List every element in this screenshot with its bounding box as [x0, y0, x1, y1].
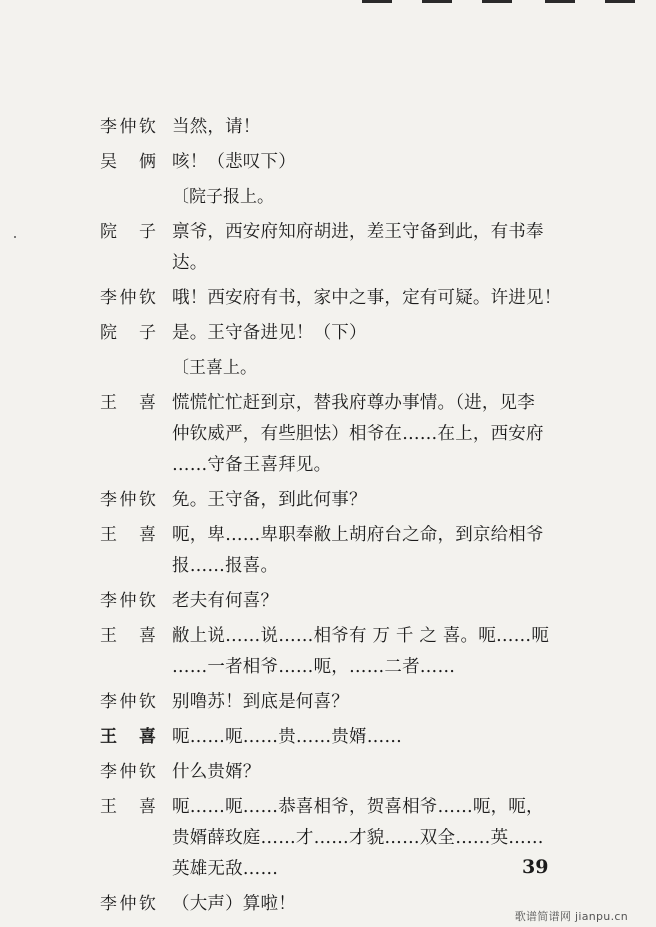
dialogue-text: （大声）算啦！ — [172, 894, 296, 914]
dialogue-line — [100, 388, 570, 419]
dialogue-text: 慌慌忙忙赶到京，替我府尊办事情。（进，见李 — [172, 393, 535, 413]
dialogue-text: 什么贵婿？ — [172, 762, 261, 782]
script-body — [100, 112, 570, 920]
speaker-name: 王 喜 — [100, 727, 156, 747]
dialogue-text: 老夫有何喜？ — [172, 591, 279, 611]
dialogue-text: 当然，请！ — [172, 117, 261, 137]
dialogue-text: 是。王守备进见！（下） — [172, 323, 367, 343]
page-number: 39 — [522, 856, 549, 878]
speaker-name: 院 子 — [100, 222, 156, 242]
margin-dot — [14, 236, 16, 238]
dialogue-text: 达。 — [172, 253, 208, 273]
dialogue-text: 贵婿薛玫庭……才……才貌……双全……英…… — [172, 828, 544, 848]
dialogue-text: 敝上说……说……相爷有 万 千 之 喜。呃……呃 — [172, 626, 550, 646]
dialogue-text: 免。王守备，到此何事？ — [172, 490, 367, 510]
dialogue-line — [100, 757, 570, 788]
dialogue-text: 禀爷，西安府知府胡进，差王守备到此，有书奉 — [172, 222, 544, 242]
speaker-name: 院 子 — [100, 323, 156, 343]
speaker-name: 李仲钦 — [100, 117, 156, 137]
speaker-name: 李仲钦 — [100, 692, 156, 712]
stage-direction-text: 〔王喜上。 — [172, 358, 257, 378]
dialogue-text: 呃……呃……贵……贵婿…… — [172, 727, 403, 747]
dialogue-line — [100, 485, 570, 516]
speaker-name: 王 喜 — [100, 797, 156, 817]
dialogue-text: 报……报喜。 — [172, 556, 279, 576]
top-rule-5 — [605, 0, 635, 3]
speaker-name: 李仲钦 — [100, 490, 156, 510]
dialogue-continuation — [100, 248, 570, 279]
dialogue-text: 呃，卑……卑职奉敝上胡府台之命，到京给相爷 — [172, 525, 544, 545]
stage-direction-text: 〔院子报上。 — [172, 187, 274, 207]
stage-direction — [100, 182, 570, 213]
dialogue-text: ……一者相爷……呃，……二者…… — [172, 657, 456, 677]
speaker-name: 王 喜 — [100, 393, 156, 413]
top-rule-1 — [362, 0, 392, 3]
speaker-name: 王 喜 — [100, 626, 156, 646]
dialogue-continuation — [100, 551, 570, 582]
dialogue-continuation — [100, 450, 570, 481]
dialogue-text: 英雄无敌…… — [172, 859, 279, 879]
dialogue-text: ……守备王喜拜见。 — [172, 455, 332, 475]
stage-direction — [100, 353, 570, 384]
speaker-name: 李仲钦 — [100, 591, 156, 611]
speaker-name: 李仲钦 — [100, 894, 156, 914]
dialogue-continuation — [100, 652, 570, 683]
dialogue-continuation — [100, 854, 570, 885]
dialogue-text: 仲钦威严，有些胆怯）相爷在……在上，西安府 — [172, 424, 544, 444]
dialogue-text: 呃……呃……恭喜相爷，贺喜相爷……呃，呃， — [172, 797, 544, 817]
top-rule-3 — [482, 0, 512, 3]
dialogue-line — [100, 722, 570, 753]
dialogue-line — [100, 889, 570, 920]
dialogue-text: 咳！（悲叹下） — [172, 152, 296, 172]
speaker-name: 李仲钦 — [100, 288, 156, 308]
speaker-name: 王 喜 — [100, 525, 156, 545]
dialogue-line — [100, 147, 570, 178]
watermark: 歌谱简谱网 jianpu.cn — [514, 910, 628, 923]
dialogue-line — [100, 520, 570, 551]
dialogue-line — [100, 217, 570, 248]
dialogue-line — [100, 792, 570, 823]
dialogue-continuation — [100, 419, 570, 450]
speaker-name: 李仲钦 — [100, 762, 156, 782]
dialogue-text: 哦！西安府有书，家中之事，定有可疑。许进见！ — [172, 288, 562, 308]
dialogue-continuation — [100, 823, 570, 854]
dialogue-line — [100, 586, 570, 617]
dialogue-line — [100, 283, 570, 314]
dialogue-line — [100, 621, 570, 652]
dialogue-line — [100, 318, 570, 349]
top-rule-4 — [545, 0, 575, 3]
top-rule-2 — [422, 0, 452, 3]
dialogue-line — [100, 112, 570, 143]
dialogue-line — [100, 687, 570, 718]
speaker-name: 吴 俩 — [100, 152, 156, 172]
dialogue-text: 别噜苏！到底是何喜？ — [172, 692, 349, 712]
